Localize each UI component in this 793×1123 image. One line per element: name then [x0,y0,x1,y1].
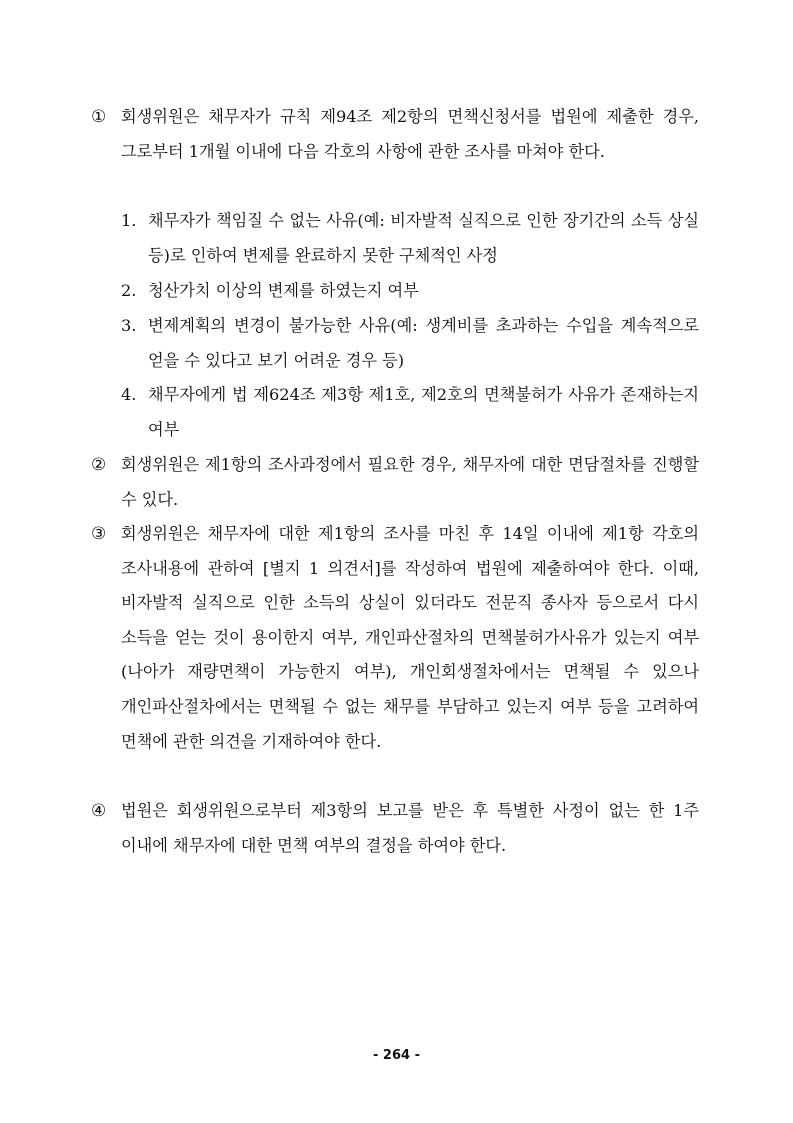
paragraph-text: 법원은 회생위원으로부터 제3항의 보고를 받은 후 특별한 사정이 없는 한 1주 이내에 채무자에 대한 면책 여부의 결정을 하여야 한다. [121,801,699,855]
list-item-2 [121,274,699,309]
paragraph-3 [91,517,699,759]
list-item-text: 변제계획의 변경이 불가능한 사유(예: 생계비를 초과하는 수입을 계속적으로 얻을 수 있다고 보기 어려운 경우 등) [148,316,699,370]
paragraph-marker: ③ [91,524,107,544]
paragraph-marker: ① [91,107,107,127]
paragraph-text: 회생위원은 제1항의 조사과정에서 필요한 경우, 채무자에 대한 면담절차를 진행할 수 있다. [121,455,699,509]
paragraph-1 [91,100,699,169]
list-item-text: 채무자에게 법 제624조 제3항 제1호, 제2호의 면책불허가 사유가 존재하는지 여부 [148,385,699,439]
list-item-number: 2. [121,281,137,300]
paragraph-text: 회생위원은 채무자에 대한 제1항의 조사를 마친 후 14일 이내에 제1항 각호의 조사내용에 관하여 [별지 1 의견서]를 작성하여 법원에 제출하여야 한다. 이때, 비자발적 실직으로 인한 소득의 상실이 있더라도 전문직 종사자 등으로서 다시 소득을 얻는 것이 용이한지 여부, 개인파산절차의 면책불허가사유가 있는지 여부(나아가 재량면책이 가능한지 여부), 개인회생절차에서는 면책될 수 있으나 개인파산절차에서는 면책될 수 없는 채무를 부담하고 있는지 여부 등을 고려하여 면책에 관한 의견을 기재하여야 한다. [121,524,699,751]
list-item-number: 1. [121,211,137,230]
list-item-3 [121,309,699,378]
page-number: - 264 - [373,1048,420,1063]
paragraph-text: 회생위원은 채무자가 규칙 제94조 제2항의 면책신청서를 법원에 제출한 경우, 그로부터 1개월 이내에 다음 각호의 사항에 관한 조사를 마쳐야 한다. [121,107,699,161]
list-item-4 [121,378,699,447]
paragraph-marker: ② [91,455,107,475]
list-item-number: 4. [121,385,137,404]
list-item-text: 채무자가 책임질 수 없는 사유(예: 비자발적 실직으로 인한 장기간의 소득 상실 등)로 인하여 변제를 완료하지 못한 구체적인 사정 [148,211,699,265]
list-item-text: 청산가치 이상의 변제를 하였는지 여부 [148,281,419,300]
paragraph-2 [91,448,699,517]
list-item-number: 3. [121,316,137,335]
paragraph-marker: ④ [91,801,107,821]
paragraph-4 [91,794,699,863]
list-item-1 [121,204,699,273]
